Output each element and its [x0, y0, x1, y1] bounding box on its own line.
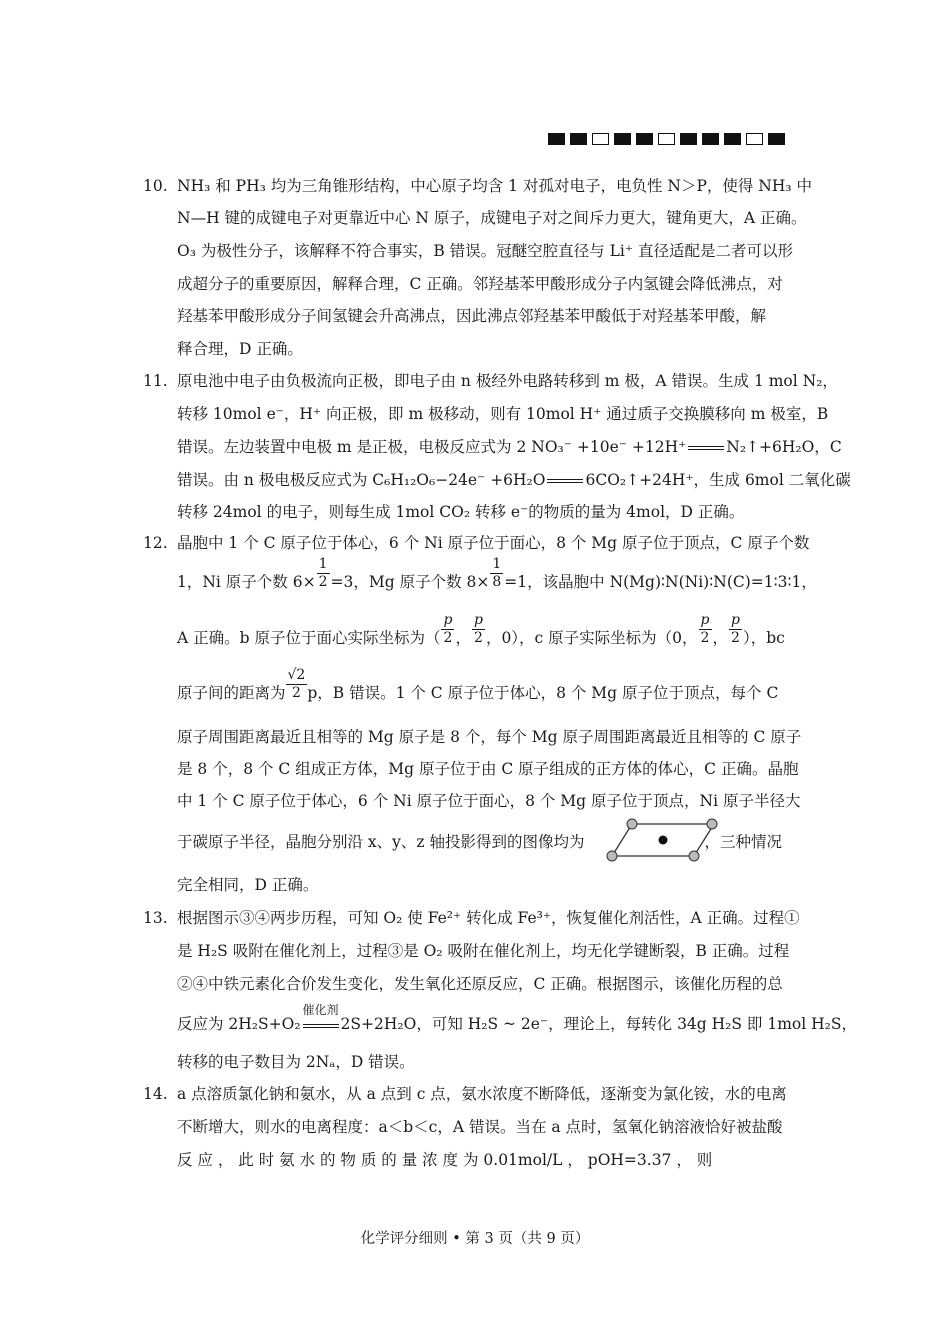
denominator: 2 [318, 573, 328, 590]
text-line: ②④中铁元素化合价发生变化，发生氧化还原反应，C 正确。根据图示，该催化历程的总 [177, 975, 783, 993]
fraction [729, 612, 742, 647]
text-run: 2S+2H₂O，可知 H₂S ~ 2e⁻，理论上，每转化 34g H₂S 即 1mol H₂S， [340, 1015, 857, 1033]
text-line: 中 1 个 C 原子位于体心，6 个 Ni 原子位于面心，8 个 Mg 原子位于顶点，Ni 原子半径大 [177, 792, 801, 810]
text-run: ， [455, 629, 471, 647]
mark-empty [592, 133, 609, 145]
text-run: 错误。左边装置中电极 m 是正极，电极反应式为 2 NO₃⁻ +10e⁻ +12H⁺ [177, 438, 687, 456]
mark-filled [680, 133, 697, 145]
mark-filled [548, 133, 565, 145]
mark-filled [636, 133, 653, 145]
text-line [177, 666, 807, 703]
text-run: ），bc [742, 629, 785, 647]
question-number: 10. [143, 177, 168, 195]
text-line: 不断增大，则水的电离程度：a＜b＜c，A 错误。当在 a 点时，氢氧化钠溶液恰好被盐酸 [177, 1118, 783, 1136]
projection-figure [606, 818, 718, 862]
text-line: NH₃ 和 PH₃ 均为三角锥形结构，中心原子均含 1 对孤对电子，电负性 N＞P，使得 NH₃ 中 [177, 177, 813, 195]
text-run: p，B 错误。1 个 C 原子位于体心，8 个 Mg 原子位于顶点，每个 C [307, 684, 779, 702]
text-line: 是 H₂S 吸附在催化剂上，过程③是 O₂ 吸附在催化剂上，均无化学键断裂，B 正确。过程 [177, 942, 790, 960]
text-line: 原子周围距离最近且相等的 Mg 原子是 8 个，每个 Mg 原子周围距离最近且相等的 C 原子 [177, 728, 802, 746]
numerator: 1 [318, 555, 328, 572]
equals-arrow [547, 479, 583, 483]
text-run: 1，Ni 原子个数 6× [177, 573, 316, 591]
text-line: 释合理，D 正确。 [177, 340, 303, 358]
fraction [441, 612, 454, 647]
text-line: 成超分子的重要原因，解释合理，C 正确。邻羟基苯甲酸形成分子内氢键会降低沸点，对 [177, 275, 783, 293]
text-line: 反 应 ， 此 时 氨 水 的 物 质 的 量 浓 度 为 0.01mol/L ， pOH=3.37 ， 则 [177, 1151, 713, 1169]
text-line: 晶胞中 1 个 C 原子位于体心，6 个 Ni 原子位于面心，8 个 Mg 原子位于顶点，C 原子个数 [177, 534, 810, 552]
text-run: ，0），c 原子实际坐标为（0， [485, 629, 698, 647]
catalyst-arrow [301, 1003, 341, 1035]
mark-empty [658, 133, 675, 145]
text-run: ，三种情况 [704, 833, 783, 851]
text-run: N₂↑+6H₂O，C [726, 438, 842, 456]
text-line [177, 555, 817, 592]
equals-arrow [688, 446, 724, 450]
atom-corner [707, 819, 717, 829]
denominator: 2 [700, 629, 710, 646]
mark-filled [570, 133, 587, 145]
text-line: 根据图示③④两步历程，可知 O₂ 使 Fe²⁺ 转化成 Fe³⁺，恢复催化剂活性，A 正确。过程① [177, 909, 800, 927]
page-footer: 化学评分细则 • 第 3 页（共 9 页） [360, 1231, 590, 1247]
text-line: 羟基苯甲酸形成分子间氢键会升高沸点，因此沸点邻羟基苯甲酸低于对羟基苯甲酸，解 [177, 307, 767, 325]
question-number: 11. [143, 372, 168, 390]
denominator: 2 [291, 684, 301, 701]
mark-filled [724, 133, 741, 145]
numerator: 1 [492, 555, 502, 572]
text-run: 原子间的距离为 [177, 684, 286, 702]
question-number: 12. [143, 534, 168, 552]
text-line [177, 611, 807, 648]
catalyst-label: 催化剂 [302, 1003, 339, 1017]
question-number: 13. [143, 909, 168, 927]
text-line: N—H 键的成键电子对更靠近中心 N 原子，成键电子对之间斥力更大，键角更大，A 正确。 [177, 209, 807, 227]
fraction [286, 667, 308, 702]
text-run: =1，该晶胞中 N(Mg)∶N(Ni)∶N(C)=1∶3∶1， [504, 573, 817, 591]
atom-corner [627, 819, 637, 829]
equals-arrow [303, 1024, 339, 1028]
text-line: 原电池中电子由负极流向正极，即电子由 n 极经外电路转移到 m 极，A 错误。生成 1 mol N₂， [177, 372, 838, 390]
text-run: 于碳原子半径，晶胞分别沿 x、y、z 轴投影得到的图像均为 [177, 833, 585, 851]
text-line [177, 1003, 857, 1035]
text-line: 转移 24mol 的电子，则每生成 1mol CO₂ 转移 e⁻的物质的量为 4mol，D 正确。 [177, 503, 745, 521]
denominator: 8 [492, 573, 502, 590]
text-line: O₃ 为极性分子，该解释不符合事实，B 错误。冠醚空腔直径与 Li⁺ 直径适配是二者可以形 [177, 242, 793, 260]
text-line [177, 437, 842, 457]
numerator: √2 [287, 666, 306, 683]
text-run: ， [712, 629, 729, 647]
text-line: a 点溶质氯化钠和氨水，从 a 点到 c 点，氨水浓度不断降低，逐渐变为氯化铵，水的电离 [177, 1085, 787, 1103]
text-run: =3，Mg 原子个数 8× [330, 573, 490, 591]
question-number: 14. [143, 1085, 168, 1103]
atom-corner [689, 851, 699, 861]
fraction [317, 556, 330, 591]
text-line: 完全相同，D 正确。 [177, 876, 319, 894]
denominator: 2 [731, 629, 740, 646]
text-line: 转移的电子数目为 2Nₐ，D 错误。 [177, 1053, 415, 1071]
fraction [490, 556, 503, 591]
text-line [177, 470, 851, 490]
mark-filled [702, 133, 719, 145]
numerator: p [473, 611, 483, 628]
numerator: p [443, 611, 453, 628]
mark-filled [768, 133, 785, 145]
text-line: 是 8 个，8 个 C 组成正方体，Mg 原子位于由 C 原子组成的正方体的体心，C 正确。晶胞 [177, 760, 799, 778]
fraction [699, 612, 712, 647]
text-line: 转移 10mol e⁻，H⁺ 向正极，即 m 极移动，则有 10mol H⁺ 通过质子交换膜移向 m 极室，B [177, 405, 829, 423]
mark-empty [746, 133, 763, 145]
text-run: 反应为 2H₂S+O₂ [177, 1015, 301, 1033]
atom-center [659, 836, 668, 845]
atom-corner [607, 851, 617, 861]
numerator: p [731, 611, 740, 628]
mark-filled [614, 133, 631, 145]
denominator: 2 [473, 629, 483, 646]
denominator: 2 [443, 629, 453, 646]
text-run: 6CO₂↑+24H⁺，生成 6mol 二氧化碳 [585, 471, 851, 489]
header-marks [548, 133, 785, 145]
text-run: A 正确。b 原子位于面心实际坐标为（ [177, 629, 441, 647]
numerator: p [700, 611, 710, 628]
text-run: 错误。由 n 极电极反应式为 C₆H₁₂O₆−24e⁻ +6H₂O [177, 471, 546, 489]
fraction [472, 612, 485, 647]
